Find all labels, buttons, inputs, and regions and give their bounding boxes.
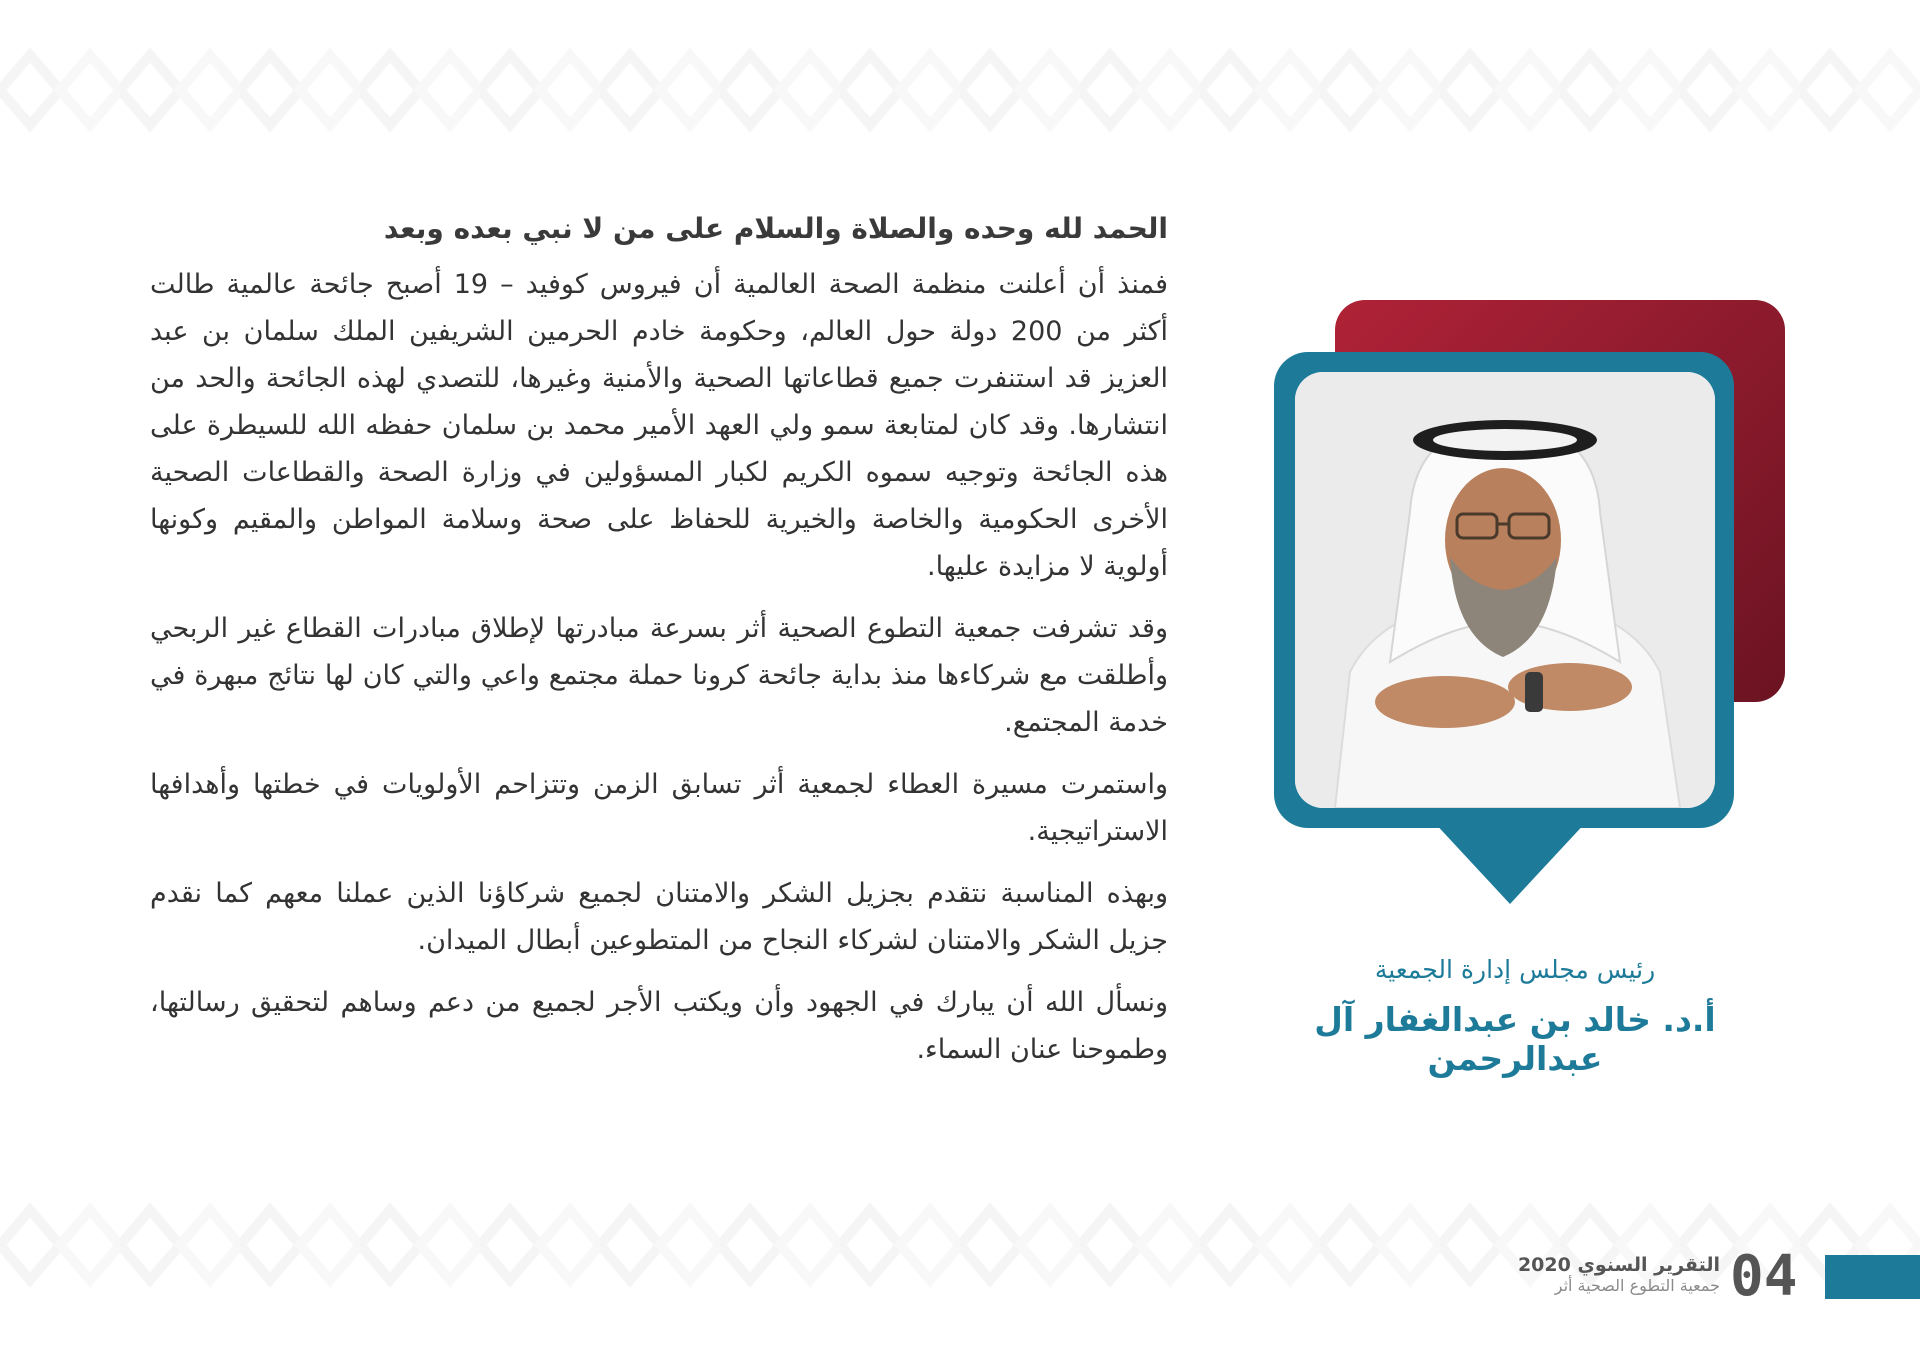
footer-accent-bar (1825, 1255, 1920, 1299)
letter-paragraph: فمنذ أن أعلنت منظمة الصحة العالمية أن فيروس كوفيد – 19 أصبح جائحة عالمية طالت أكثر من 200 دولة حول العالم، وحكومة خادم الحرمين الشريفين الملك سلمان بن عبد العزيز قد استنفرت جميع قطاعاتها الصحية والأمنية وغيرها، للتصدي لهذه الجائحة والحد من انتشارها. وقد كان لمتابعة سمو ولي العهد الأمير محمد بن سلمان حفظه الله للسيطرة على هذه الجائحة وتوجيه سموه الكريم لكبار المسؤولين في وزارة الصحة والقطاعات الصحية الأخرى الحكومية والخاصة والخيرية للحفاظ على صحة وسلامة المواطن والمقيم وكونها أولوية لا مزايدة عليها. (150, 269, 1168, 582)
chairman-photo (1295, 372, 1715, 808)
organization-name: جمعية التطوع الصحية أثر (1554, 1276, 1720, 1295)
letter-paragraph: ونسأل الله أن يبارك في الجهود وأن ويكتب الأجر لجميع من دعم وساهم لتحقيق رسالتها، وطموحنا عنان السماء. (150, 987, 1168, 1065)
letter-greeting: الحمد لله وحده والصلاة والسلام على من لا نبي بعده وبعد (383, 212, 1168, 245)
chairman-portrait-block (1270, 300, 1790, 920)
chairman-role: رئيس مجلس إدارة الجمعية (1374, 955, 1656, 984)
portrait-frame-pointer (1432, 820, 1588, 904)
chairman-name: أ.د. خالد بن عبدالغفار آل عبدالرحمن (1314, 1000, 1716, 1078)
letter-body (150, 205, 1168, 1088)
page-number: 04 (1730, 1244, 1798, 1309)
letter-paragraph: وبهذه المناسبة نتقدم بجزيل الشكر والامتنان لجميع شركاؤنا الذين عملنا معهم كما نقدم جزيل الشكر والامتنان لشركاء النجاح من المتطوعين أبطال الميدان. (150, 878, 1168, 956)
footer-report-info (1470, 1254, 1720, 1296)
report-title: التقرير السنوي 2020 (1517, 1254, 1720, 1276)
header-pattern (0, 40, 1920, 140)
letter-paragraph: واستمرت مسيرة العطاء لجمعية أثر تسابق الزمن وتتزاحم الأولويات في خطتها وأهدافها الاستراتيجية. (150, 769, 1168, 847)
letter-paragraph: وقد تشرفت جمعية التطوع الصحية أثر بسرعة مبادرتها لإطلاق مبادرات القطاع غير الربحي وأطلقت مع شركاءها منذ بداية جائحة كرونا حملة مجتمع واعي والتي كان لها نتائج مبهرة في خدمة المجتمع. (150, 613, 1168, 738)
